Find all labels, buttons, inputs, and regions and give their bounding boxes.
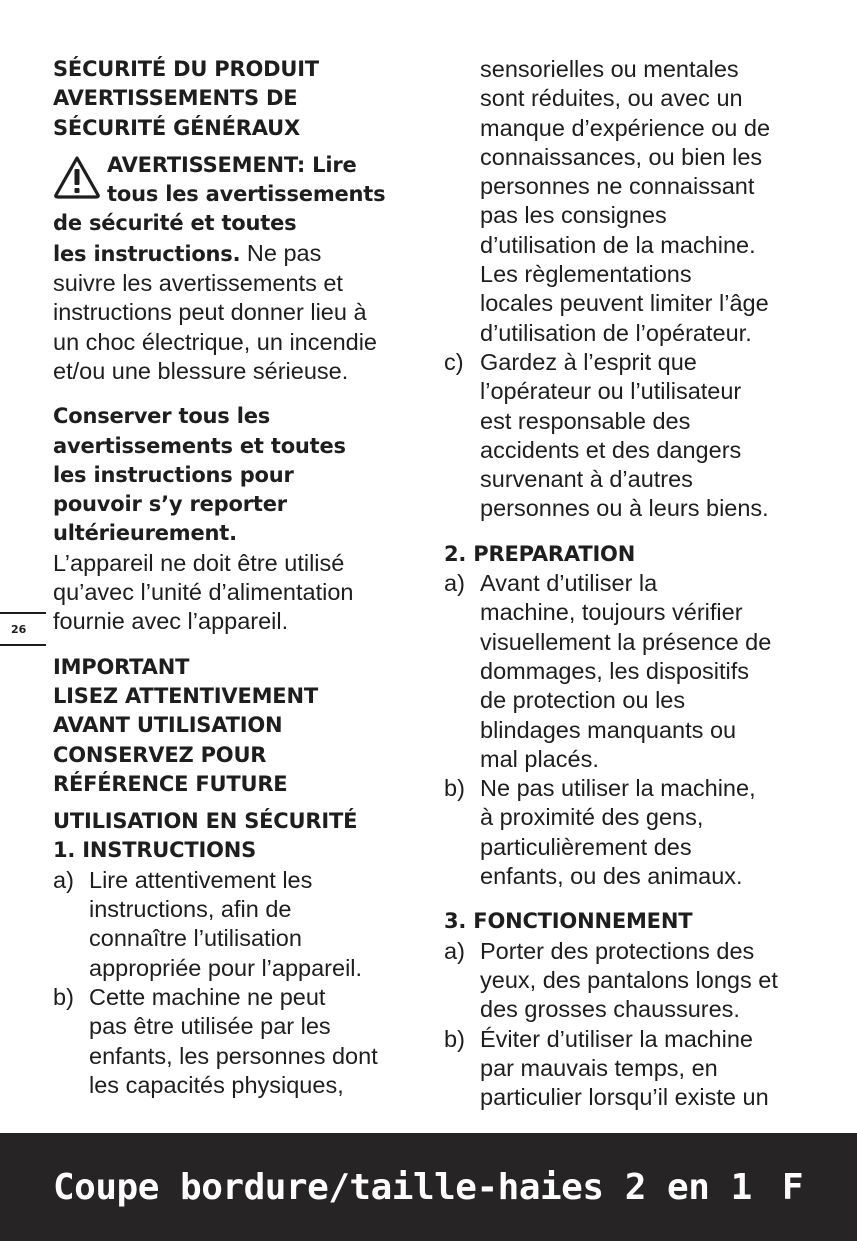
list-item-text: locales peuvent limiter l’âge [480, 290, 769, 317]
list-item-text: Avant d’utiliser la [480, 570, 658, 597]
list-item-text: dommages, les dispositifs [480, 657, 750, 684]
list-marker: c) [444, 348, 464, 375]
footer-bar [0, 1133, 857, 1241]
list-item [444, 569, 814, 774]
list-item-text: enfants, les personnes dont [89, 1042, 378, 1069]
list-item [444, 1025, 814, 1113]
list-item-text: Gardez à l’esprit que [480, 348, 697, 375]
list-item-text: Éviter d’utiliser la machine [480, 1025, 753, 1052]
conserve-heading: ultérieurement. [53, 521, 237, 546]
list-item-continued [444, 55, 814, 348]
list-item-text: Lire attentivement les [89, 866, 313, 893]
list-item-text: visuellement la présence de [480, 628, 772, 655]
list-marker: a) [53, 866, 74, 893]
warning-text: suivre les avertissements et [53, 270, 343, 297]
warning-title: AVERTISSEMENT: Lire [107, 152, 357, 177]
conserve-text: qu’avec l’unité d’alimentation [53, 579, 354, 606]
safety-heading [53, 55, 418, 143]
important-line: AVANT UTILISATION [53, 713, 283, 738]
list-item-text: Ne pas utiliser la machine, [480, 775, 756, 802]
list-item-text: connaissances, ou bien les [480, 143, 763, 170]
right-column [444, 55, 814, 1112]
list-item-text: appropriée pour l’appareil. [89, 954, 363, 981]
conserve-block [53, 402, 418, 636]
list-item-text: connaître l’utilisation [89, 925, 302, 952]
page-number: 26 [0, 612, 46, 646]
warning-text: et/ou une blessure sérieuse. [53, 357, 349, 384]
list-item-text: pas les consignes [480, 202, 667, 229]
warning-triangle-icon [53, 155, 101, 199]
list-item-text: de protection ou les [480, 687, 686, 714]
list-item-text: personnes ou à leurs biens. [480, 495, 769, 522]
conserve-heading: pouvoir s’y reporter [53, 492, 287, 517]
conserve-heading: les instructions pour [53, 462, 294, 487]
list-item-text: pas être utilisée par les [89, 1013, 331, 1040]
footer-language: F [781, 1166, 803, 1208]
conserve-heading: avertissements et toutes [53, 433, 346, 458]
warning-line [53, 239, 418, 269]
warning-title: les instructions. [53, 241, 241, 266]
conserve-text: L’appareil ne doit être utilisé [53, 549, 345, 576]
important-line: CONSERVEZ POUR [53, 742, 267, 767]
list-item-text: instructions, afin de [89, 896, 292, 923]
list-item-text: est responsable des [480, 407, 691, 434]
list-item [444, 937, 814, 1025]
important-block [53, 653, 418, 799]
list-item-text: enfants, ou des animaux. [480, 863, 743, 890]
heading-line: AVERTISSEMENTS DE [53, 86, 298, 111]
conserve-heading: Conserver tous les [53, 404, 271, 429]
list-item-text: personnes ne connaissant [480, 173, 755, 200]
list-item [53, 866, 418, 983]
list-item-text: les capacités physiques, [89, 1071, 344, 1098]
conserve-text: fournie avec l’appareil. [53, 608, 289, 635]
warning-block [53, 151, 418, 386]
footer-title: Coupe bordure/taille-haies 2 en 1 [53, 1166, 752, 1208]
list-marker: b) [444, 775, 465, 802]
list-item-text: yeux, des pantalons longs et [480, 966, 778, 993]
section-2-title: 2. PREPARATION [444, 541, 636, 566]
list-item-text: d’utilisation de l’opérateur. [480, 319, 752, 346]
left-column [53, 55, 418, 1100]
warning-text: un choc électrique, un incendie [53, 328, 377, 355]
list-item-text: machine, toujours vérifier [480, 599, 743, 626]
important-line: LISEZ ATTENTIVEMENT [53, 683, 318, 708]
list-item-text: d’utilisation de la machine. [480, 231, 756, 258]
list-marker: b) [53, 983, 74, 1010]
section-title: UTILISATION EN SÉCURITÉ [53, 809, 358, 834]
list-item-text: Les règlementations [480, 261, 692, 288]
warning-text: instructions peut donner lieu à [53, 299, 367, 326]
list-item-text: accidents et des dangers [480, 436, 742, 463]
list-item-text: à proximité des gens, [480, 804, 704, 831]
list-item [444, 774, 814, 891]
list-item-text: survenant à d’autres [480, 466, 693, 493]
list-marker: b) [444, 1025, 465, 1052]
list-marker: a) [444, 570, 465, 597]
instructions-list [53, 866, 418, 1100]
list-item-text: des grosses chaussures. [480, 996, 740, 1023]
heading-line: SÉCURITÉ DU PRODUIT [53, 57, 319, 81]
warning-text: Ne pas [240, 239, 322, 266]
list-item-text: sont réduites, ou avec un [480, 85, 743, 112]
list-marker: a) [444, 937, 465, 964]
section-3-title: 3. FONCTIONNEMENT [444, 909, 693, 934]
heading-line: SÉCURITÉ GÉNÉRAUX [53, 115, 301, 140]
list-item-text: par mauvais temps, en [480, 1054, 718, 1081]
list-item [53, 983, 418, 1100]
important-line: RÉFÉRENCE FUTURE [53, 771, 288, 796]
list-item-text: sensorielles ou mentales [480, 56, 739, 82]
warning-title: de sécurité et toutes [53, 211, 297, 236]
list-item [444, 348, 814, 524]
list-item-text: manque d’expérience ou de [480, 114, 771, 141]
important-line: IMPORTANT [53, 654, 190, 679]
section-1-title: 1. INSTRUCTIONS [53, 838, 257, 863]
list-item-text: particulier lorsqu’il existe un [480, 1084, 769, 1111]
list-item-text: l’opérateur ou l’utilisateur [480, 378, 742, 405]
list-item-text: Cette machine ne peut [89, 983, 326, 1010]
list-item-text: blindages manquants ou [480, 716, 737, 743]
list-item-text: Porter des protections des [480, 937, 755, 964]
list-item-text: particulièrement des [480, 833, 692, 860]
list-item-text: mal placés. [480, 745, 599, 772]
warning-title: tous les avertissements [107, 182, 386, 207]
